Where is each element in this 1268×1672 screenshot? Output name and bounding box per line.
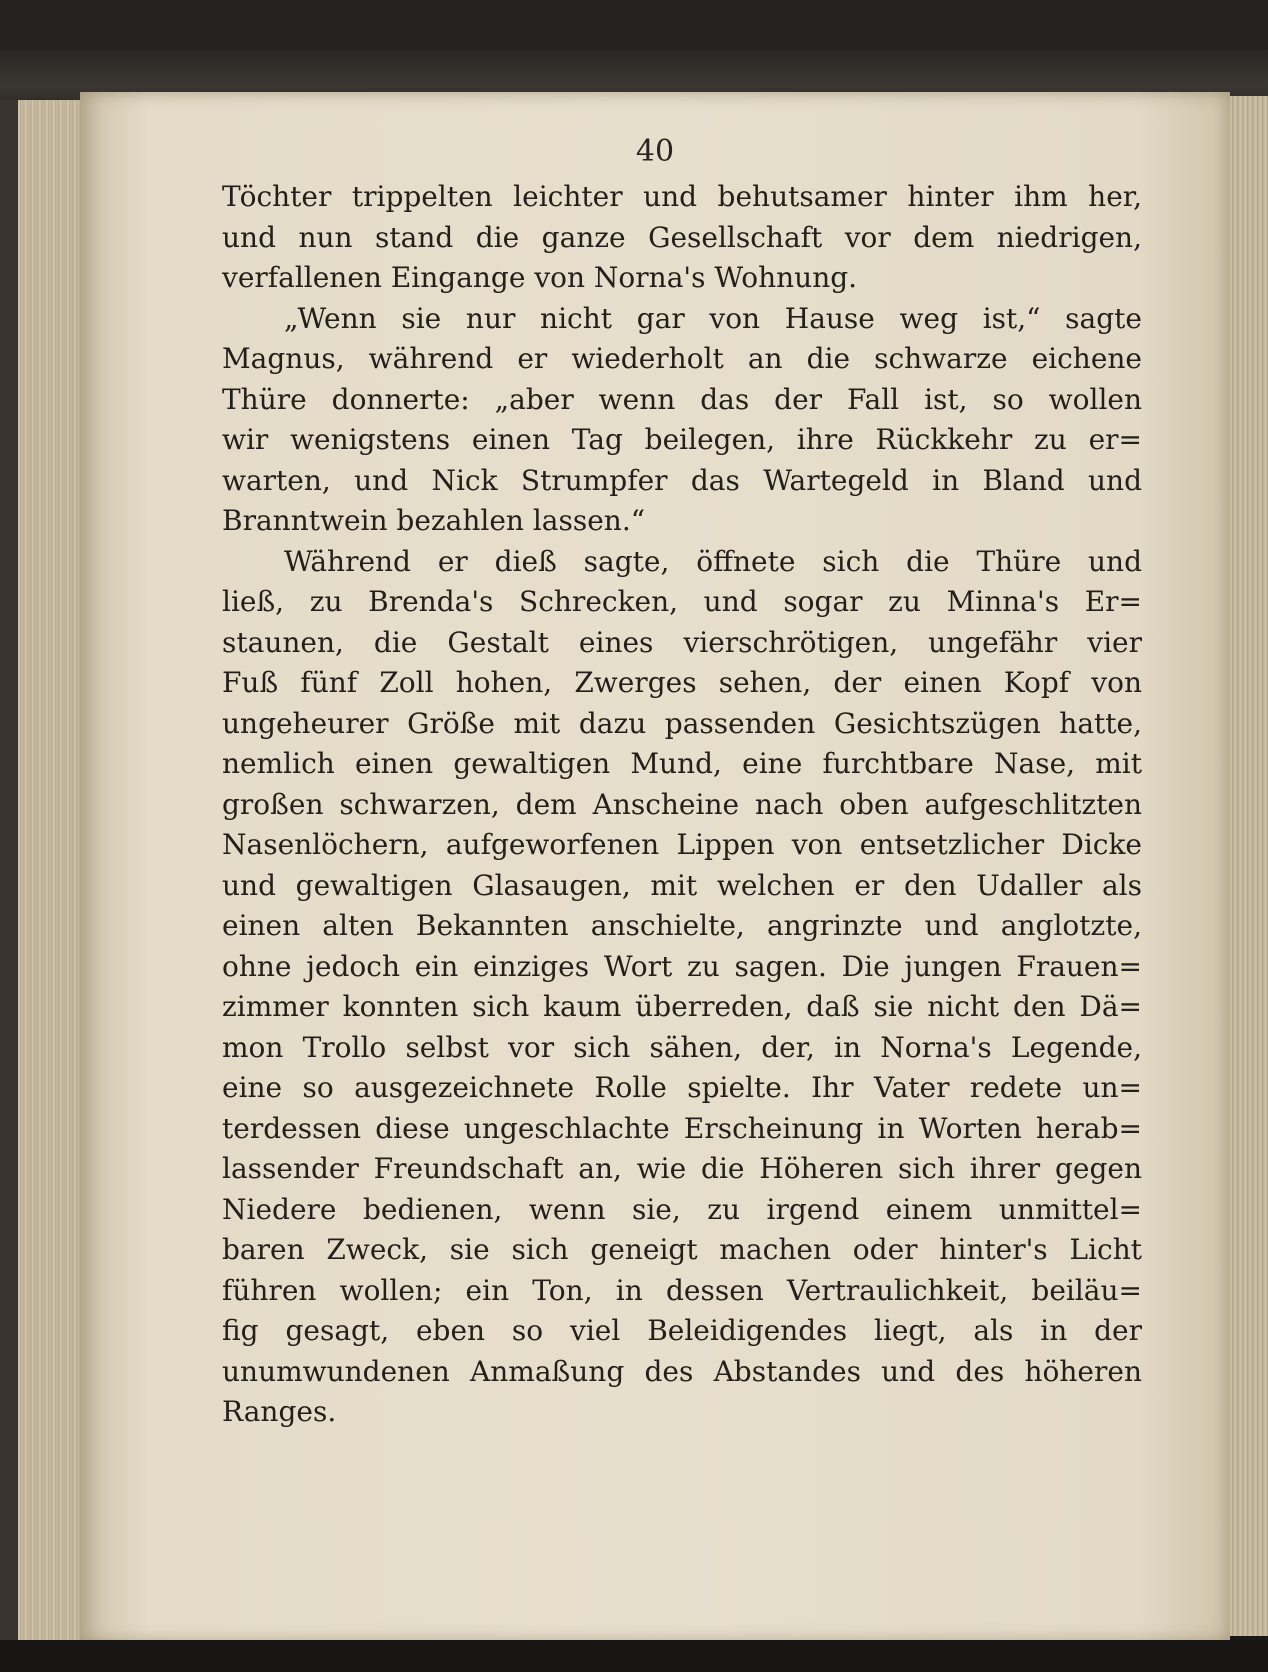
right-page-stack bbox=[1228, 96, 1268, 1636]
text-line: ungeheurer Größe mit dazu passenden Gesichtszügen hatte, bbox=[222, 706, 1142, 740]
text-line: und gewaltigen Glasaugen, mit welchen er den Udaller als bbox=[222, 868, 1142, 902]
text-line: Ranges. bbox=[222, 1395, 337, 1428]
text-line: Nasenlöchern, aufgeworfenen Lippen von entsetzlicher Dicke bbox=[222, 828, 1142, 861]
text-line: großen schwarzen, dem Anscheine nach oben aufgeschlitzten bbox=[222, 787, 1142, 821]
text-line: zimmer konnten sich kaum überreden, daß sie nicht den Dä= bbox=[222, 990, 1142, 1023]
bottom-background bbox=[0, 1640, 1268, 1672]
text-line: ohne jedoch ein einziges Wort zu sagen. Die jungen Frauen= bbox=[222, 949, 1142, 983]
text-line: fig gesagt, eben so viel Beleidigendes liegt, als in der bbox=[222, 1314, 1142, 1347]
page-number: 40 bbox=[635, 134, 675, 169]
text-line: Thüre donnerte: „aber wenn das der Fall ist, so wollen bbox=[222, 382, 1142, 416]
text-line: verfallenen Eingange von Norna's Wohnung. bbox=[222, 261, 858, 294]
text-line: führen wollen; ein Ton, in dessen Vertraulichkeit, beiläu= bbox=[222, 1273, 1142, 1307]
text-line: nemlich einen gewaltigen Mund, eine furchtbare Nase, mit bbox=[222, 747, 1142, 780]
text-line: Fuß fünf Zoll hohen, Zwerges sehen, der einen Kopf von bbox=[222, 666, 1142, 699]
text-line: ließ, zu Brenda's Schrecken, und sogar zu Minna's Er= bbox=[222, 585, 1142, 618]
text-line: Niedere bedienen, wenn sie, zu irgend einem unmittel= bbox=[222, 1192, 1142, 1226]
text-line: „Wenn sie nur nicht gar von Hause weg ist,“ sagte bbox=[284, 301, 1142, 335]
text-line: terdessen diese ungeschlachte Erscheinung in Worten herab= bbox=[222, 1111, 1142, 1145]
text-line: Magnus, während er wiederholt an die schwarze eichene bbox=[222, 342, 1142, 375]
book-page bbox=[80, 92, 1230, 1642]
text-line: Töchter trippelten leichter und behutsamer hinter ihm her, bbox=[222, 180, 1142, 213]
left-cover-edge bbox=[0, 100, 18, 1640]
text-line: wir wenigstens einen Tag beilegen, ihre Rückkehr zu er= bbox=[222, 423, 1142, 456]
page-text bbox=[222, 177, 1142, 1433]
text-line: unumwundenen Anmaßung des Abstandes und des höheren bbox=[222, 1354, 1142, 1388]
text-line: baren Zweck, sie sich geneigt machen oder hinter's Licht bbox=[222, 1233, 1142, 1266]
text-line: einen alten Bekannten anschielte, angrinzte und anglotzte, bbox=[222, 909, 1142, 942]
text-line: Während er dieß sagte, öffnete sich die Thüre und bbox=[284, 544, 1142, 578]
text-line: Branntwein bezahlen lassen.“ bbox=[222, 504, 646, 537]
text-line: warten, und Nick Strumpfer das Wartegeld in Bland und bbox=[222, 463, 1142, 497]
text-line: und nun stand die ganze Gesellschaft vor dem niedrigen, bbox=[222, 220, 1142, 254]
text-line: lassender Freundschaft an, wie die Höheren sich ihrer gegen bbox=[222, 1152, 1142, 1185]
text-line: staunen, die Gestalt eines vierschrötigen, ungefähr vier bbox=[222, 625, 1142, 659]
text-line: eine so ausgezeichnete Rolle spielte. Ihr Vater redete un= bbox=[222, 1071, 1142, 1104]
text-line: mon Trollo selbst vor sich sähen, der, in Norna's Legende, bbox=[222, 1030, 1142, 1064]
